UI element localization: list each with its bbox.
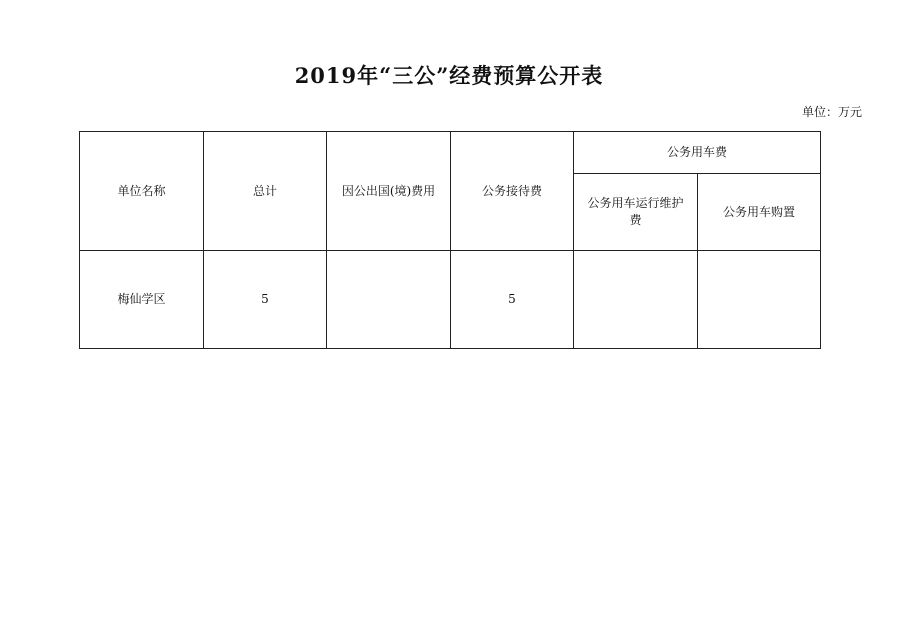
budget-table [79, 131, 821, 349]
cell-vehicle-purchase [698, 251, 821, 349]
header-reception: 公务接待费 [451, 132, 574, 251]
header-total: 总计 [204, 132, 327, 251]
header-unit-name: 单位名称 [80, 132, 204, 251]
document-title: 2019年“三公”经费预算公开表 [294, 63, 604, 88]
cell-reception: 5 [451, 251, 574, 349]
cell-unit-name: 梅仙学区 [80, 251, 204, 349]
header-vehicle-group: 公务用车费 [574, 132, 821, 174]
header-vehicle-maintenance: 公务用车运行维护费 [574, 174, 698, 251]
cell-vehicle-maintenance [574, 251, 698, 349]
table-row [80, 251, 821, 349]
cell-overseas [327, 251, 451, 349]
header-overseas: 因公出国(境)费用 [327, 132, 451, 251]
cell-total: 5 [204, 251, 327, 349]
header-vehicle-purchase: 公务用车购置 [698, 174, 821, 251]
unit-label: 单位：万元 [801, 105, 862, 119]
header-row [80, 132, 821, 174]
